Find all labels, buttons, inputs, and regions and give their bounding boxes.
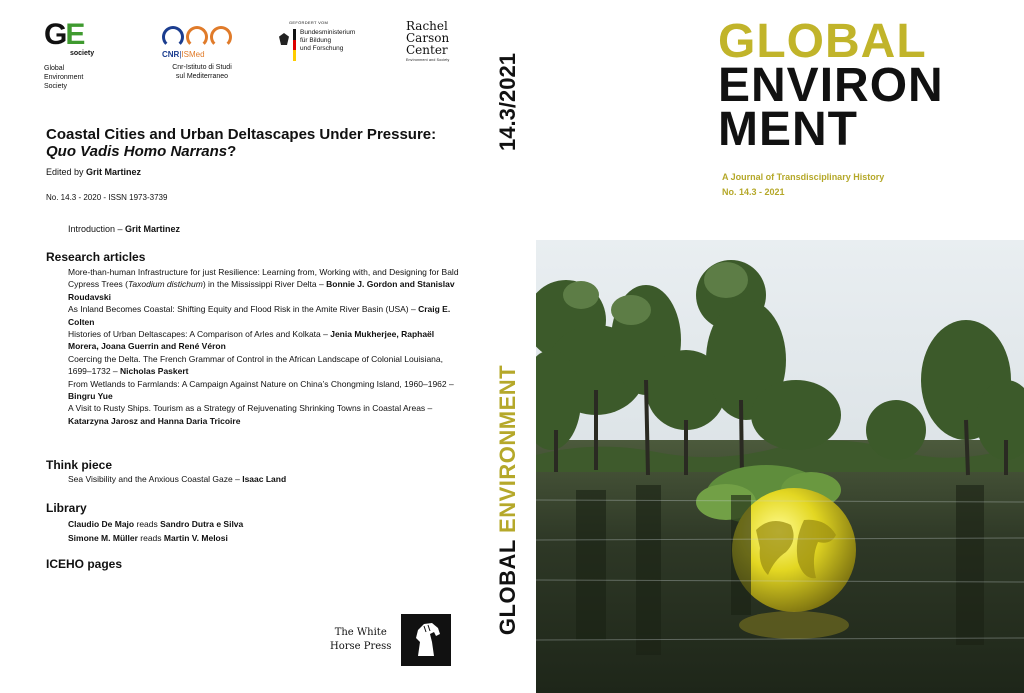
edited-by: Edited by Grit Martinez <box>46 167 142 177</box>
white-horse-icon <box>401 614 451 666</box>
ge-society-logo <box>44 18 124 90</box>
article-entry: A Visit to Rusty Ships. Tourism as a Strategy of Rejuvenating Shrinking Towns in Coastal Areas – Katarzyna Jarosz and Hanna Daria Tricoire <box>68 403 433 426</box>
rcc-name: Rachel Carson Center <box>406 19 450 57</box>
article-entry: As Inland Becomes Coastal: Shifting Equity and Flood Risk in the Amite River Basin (USA) – Craig E. Colten <box>68 304 451 327</box>
article-entry: More-than-human Infrastructure for just Resilience: Learning from, Working with, and Designing for Bald Cypress Trees (Taxodium distichum) in the Mississippi River Delta – Bonnie J. Gordon and Stanislav Roudavski <box>68 267 459 302</box>
masthead-ment: MENT <box>718 103 858 156</box>
think-piece-heading: Think piece <box>46 458 113 472</box>
spine-issue-number: 14.3/2021 <box>495 53 520 151</box>
cnr-mark-icon <box>162 20 242 48</box>
library-list <box>68 517 243 545</box>
bmbf-logo <box>279 20 369 61</box>
think-piece-entry: Sea Visibility and the Anxious Coastal Gaze – Isaac Land <box>68 474 287 484</box>
journal-subtitle: A Journal of Transdisciplinary History <box>722 172 885 182</box>
cnr-acronym: CNR|ISMed <box>162 50 205 59</box>
spine <box>480 0 536 693</box>
introduction-entry: Introduction – Grit Martinez <box>68 224 181 234</box>
research-articles-heading: Research articles <box>46 250 146 264</box>
article-entry: Histories of Urban Deltascapes: A Comparison of Arles and Kolkata – Jenia Mukherjee, Raphaël Morera, Joana Guerrin and René Véron <box>68 329 435 352</box>
eagle-icon <box>279 33 289 45</box>
spine-title: GLOBAL ENVIRONMENT <box>495 364 520 636</box>
article-entry: Coercing the Delta. The French Grammar of Control in the African Landscape of Colonial Louisiana, 1699–1732 – Nicholas Paskert <box>68 353 443 377</box>
german-flag-icon <box>293 29 296 61</box>
iceho-pages-heading: ICEHO pages <box>46 557 123 571</box>
library-heading: Library <box>46 501 87 515</box>
library-entry: Simone M. Müller reads Martin V. Melosi <box>68 533 228 543</box>
bmbf-funded-by: GEFÖRDERT VOM <box>289 20 329 25</box>
front-issue: No. 14.3 - 2021 <box>722 187 785 197</box>
publisher-logo <box>330 614 451 666</box>
sponsor-logos <box>44 20 464 110</box>
ge-society-name: Global Environment Society <box>44 65 84 90</box>
publisher-name: The White Horse Press <box>330 627 392 652</box>
cover-photo-swamp-globe <box>536 240 1024 693</box>
issue-line: No. 14.3 - 2020 - ISSN 1973-3739 <box>46 193 168 202</box>
rachel-carson-center-logo <box>406 20 486 62</box>
masthead-global: GLOBAL <box>718 15 927 68</box>
bmbf-name: Bundesministerium für Bildung und Forschung <box>300 29 356 52</box>
rcc-sub: Environment and Society <box>406 58 450 62</box>
article-entry: From Wetlands to Farmlands: A Campaign Against Nature on China’s Chongming Island, 1960–1962 – Bingru Yue <box>68 378 454 402</box>
cnr-name: Cnr-Istituto di Studi sul Mediterraneo <box>172 64 232 80</box>
library-entry: Claudio De Majo reads Sandro Dutra e Silva <box>68 519 244 529</box>
masthead <box>718 15 944 156</box>
back-cover <box>0 0 480 693</box>
ge-society-word: society <box>70 50 95 57</box>
ge-mark: GE <box>44 18 84 51</box>
masthead-environ: ENVIRON <box>718 59 944 112</box>
cnr-ismed-logo <box>162 20 242 81</box>
issue-title: Coastal Cities and Urban Deltascapes Under Pressure: Quo Vadis Homo Narrans? <box>46 126 437 160</box>
research-articles-list <box>68 266 460 427</box>
front-cover <box>536 0 1024 693</box>
